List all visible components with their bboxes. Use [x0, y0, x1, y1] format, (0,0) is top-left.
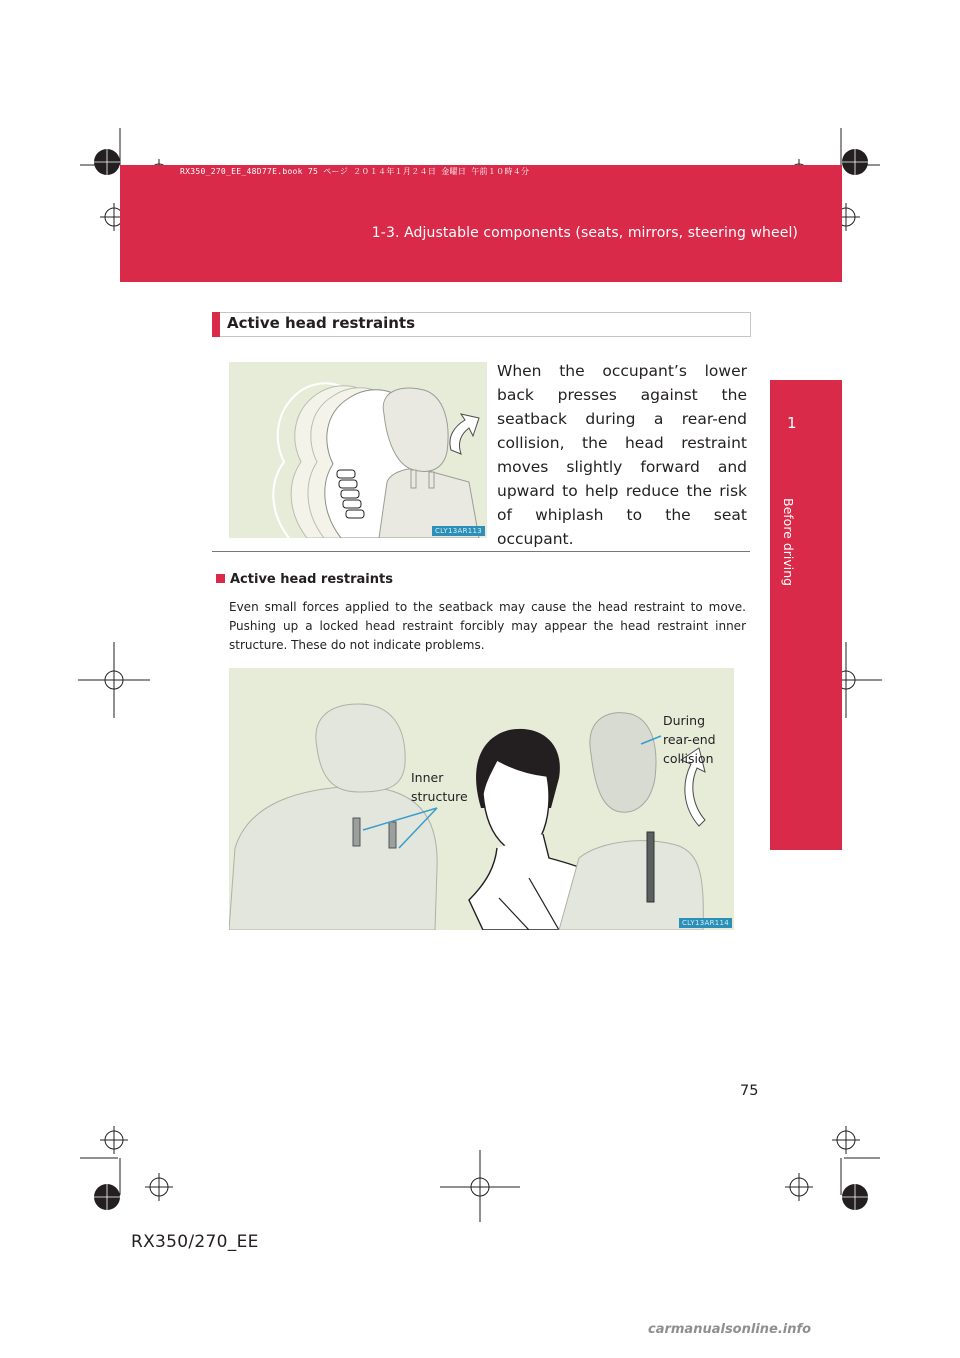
note-heading-text: Active head restraints	[230, 572, 393, 587]
note-square-icon	[216, 574, 225, 583]
chapter-side-tab	[770, 380, 842, 850]
section-intro-text: When the occupant’s lower back presses against the seatback during a rear-end collision, the head restraint moves slightly forward and upward to help reduce the risk of whiplash to the seat occupant.	[497, 362, 747, 548]
callout-inner-line2: structure	[411, 789, 468, 804]
chapter-number: 1	[787, 414, 797, 432]
section-title: Active head restraints	[227, 314, 416, 332]
model-label: RX350/270_EE	[131, 1232, 259, 1252]
callout-during-line1: During	[663, 713, 706, 728]
figure-head-restraint-motion	[229, 362, 487, 538]
inner-structure-illustration	[229, 668, 734, 930]
chapter-header-band	[120, 165, 842, 282]
print-book-note: RX350_270_EE_48D77E.book 75 ページ ２０１４年１月２４日 金曜日 午前１０時４分	[180, 167, 530, 176]
page-number: 75	[740, 1083, 759, 1099]
note-heading	[216, 572, 393, 587]
divider-rule	[212, 551, 750, 552]
watermark-text: carmanualsonline.info	[648, 1322, 812, 1337]
section-heading	[212, 312, 751, 337]
callout-during-collision	[663, 711, 716, 768]
chapter-title: Before driving	[781, 498, 796, 587]
callout-inner-line1: Inner	[411, 770, 444, 785]
callout-during-line3: collision	[663, 751, 714, 766]
figure-inner-structure	[229, 668, 734, 930]
figure-code: CLY13AR114	[679, 918, 732, 928]
figure-code: CLY13AR113	[432, 526, 485, 536]
section-breadcrumb: 1-3. Adjustable components (seats, mirrors, steering wheel)	[371, 225, 798, 241]
callout-inner-structure	[411, 768, 468, 806]
note-body-text: Even small forces applied to the seatback may cause the head restraint to move. Pushing up a locked head restraint forcibly may appear the head restraint inner structure. These do not indicate problems.	[229, 600, 746, 652]
head-restraint-motion-illustration	[229, 362, 487, 538]
section-heading-bar	[212, 312, 220, 337]
callout-during-line2: rear-end	[663, 732, 716, 747]
